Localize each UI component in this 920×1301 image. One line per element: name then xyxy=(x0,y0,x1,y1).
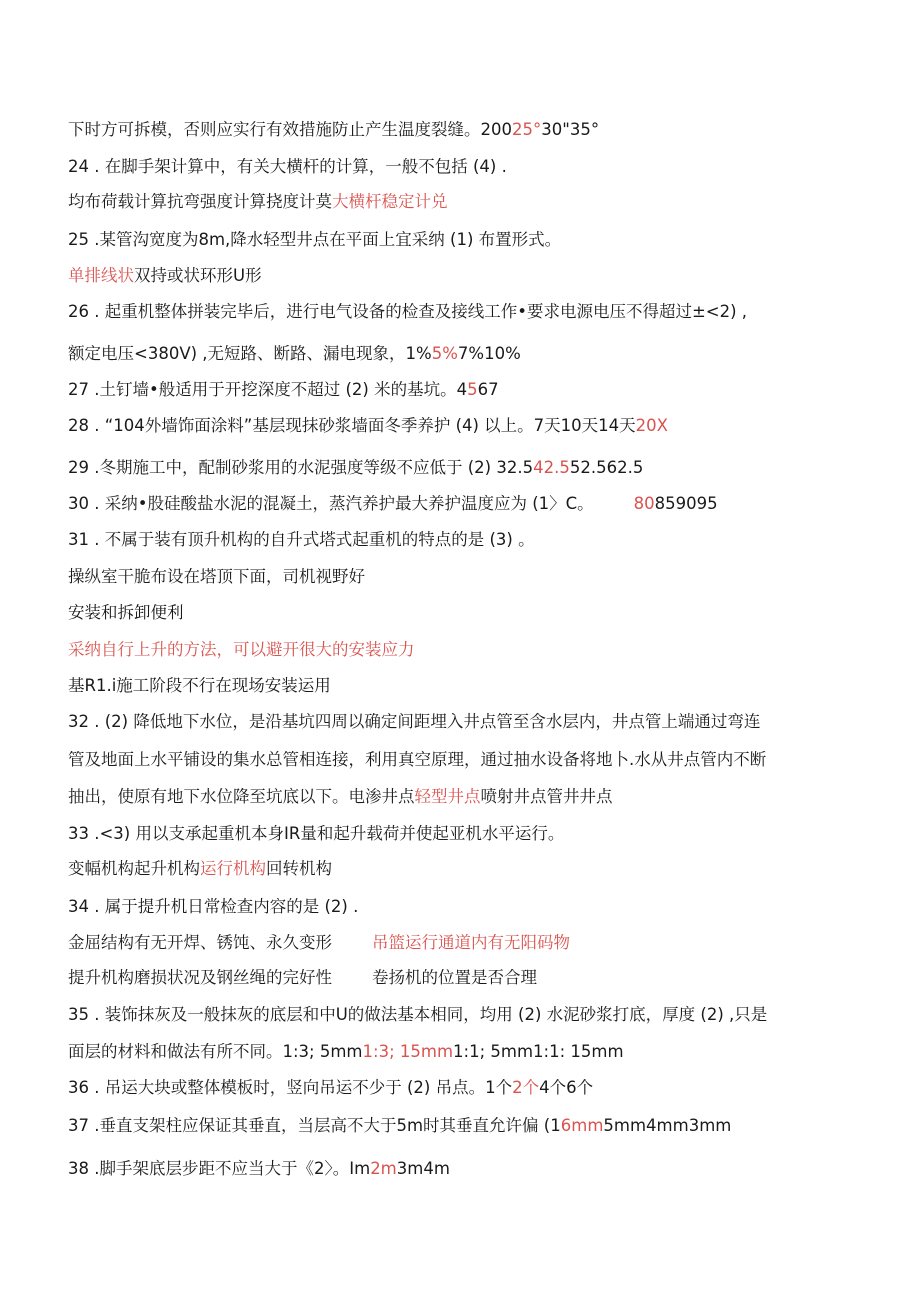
text-line xyxy=(68,414,860,438)
text-segment: 31 . 不属于装有顶升机构的自升式塔式起重机的特点的是 (3) 。 xyxy=(68,530,535,549)
answer-highlight: 单排线状 xyxy=(68,266,134,285)
text-segment: 37 .垂直支架柱应保证其垂直，当层高不大于5m时其垂直允许偏 (1 xyxy=(68,1116,561,1135)
answer-highlight: 5% xyxy=(431,344,458,363)
text-line xyxy=(68,1114,860,1138)
text-segment: 859095 xyxy=(654,494,718,513)
text-segment: 回转机构 xyxy=(266,859,332,878)
answer-highlight: 运行机构 xyxy=(200,859,266,878)
text-segment: 27 .土钉墙•般适用于开挖深度不超过 (2) 米的基坑。4 xyxy=(68,380,468,399)
text-line xyxy=(68,822,860,846)
text-segment: 卷扬机的位置是否合理 xyxy=(372,968,537,987)
answer-highlight: 吊篮运行通道内有无阳码物 xyxy=(372,933,570,952)
text-line xyxy=(68,966,860,990)
answer-highlight: 25° xyxy=(512,120,542,139)
answer-highlight: 80 xyxy=(633,494,655,513)
answer-highlight: 轻型井点 xyxy=(414,787,481,806)
text-segment: 管及地面上水平铺设的集水总管相连接，利用真空原理，通过抽水设备将地卜.水从井点管内不断 xyxy=(68,750,767,769)
text-line xyxy=(68,895,860,919)
answer-highlight: 大横杆稳定计兑 xyxy=(332,192,448,211)
text-segment: 29 .冬期施工中，配制砂浆用的水泥强度等级不应低于 (2) 32.5 xyxy=(68,458,534,477)
text-segment: 抽出，使原有地下水位降至坑底以下。电渗井点 xyxy=(68,787,415,806)
text-segment: 金屈结构有无开焊、锈饨、永久变形 xyxy=(68,933,332,952)
text-line xyxy=(68,118,860,142)
text-segment: 喷射井点管井井点 xyxy=(480,787,613,806)
text-segment: 30 . 采纳•股硅酸盐水泥的混凝土，蒸汽养护最大养护温度应为 (1〉C。 xyxy=(68,494,594,513)
text-line xyxy=(68,674,860,698)
text-segment: 38 .脚手架底层步距不应当大于《2〉。Im xyxy=(68,1159,371,1178)
text-segment: 操纵室干脆布设在塔顶下面，司机视野好 xyxy=(68,567,365,586)
text-segment: 4个6个 xyxy=(539,1078,594,1097)
text-segment: 提升机构磨损状况及钢丝绳的完好性 xyxy=(68,968,332,987)
text-segment: 下时方可拆模，否则应实行有效措施防止产生温度裂缝。200 xyxy=(68,120,512,139)
text-line xyxy=(68,190,860,214)
text-line xyxy=(68,228,860,252)
text-line xyxy=(68,748,860,772)
text-segment: 安装和拆卸便利 xyxy=(68,603,184,622)
text-segment: 额定电压<380V) ,无短路、断路、漏电现象，1% xyxy=(68,344,432,363)
text-segment: 面层的材料和做法有所不同。1:3; 5mm xyxy=(68,1042,363,1061)
text-line xyxy=(68,378,860,402)
text-segment: 变幅机构起升机构 xyxy=(68,859,200,878)
text-segment: 均布荷载计算抗弯强度计算挠度计莫 xyxy=(68,192,332,211)
text-segment: 25 .某管沟宽度为8m,降水轻型井点在平面上宜采纳 (1) 布置形式。 xyxy=(68,230,562,249)
text-segment: 32 . (2) 降低地下水位，是沿基坑四周以确定间距埋入井点管至含水层内，井点管上端通过弯连 xyxy=(68,712,761,731)
text-line xyxy=(68,155,860,179)
text-line xyxy=(68,931,860,955)
text-segment: 52.562.5 xyxy=(569,458,644,477)
text-line xyxy=(68,342,860,366)
text-segment: 36 . 吊运大块或整体模板时，竖向吊运不少于 (2) 吊点。1个 xyxy=(68,1078,513,1097)
text-segment: 双持或状环形U形 xyxy=(134,266,262,285)
text-segment: 3m4m xyxy=(396,1159,450,1178)
text-line xyxy=(68,565,860,589)
text-line xyxy=(68,638,860,662)
answer-highlight: 20X xyxy=(635,416,668,435)
text-segment: 35 . 装饰抹灰及一般抹灰的底层和中U的做法基本相同，均用 (2) 水泥砂浆打底，厚度 (2) ,只是 xyxy=(68,1005,768,1024)
text-line xyxy=(68,857,860,881)
text-line xyxy=(68,300,860,324)
text-segment: 7%10% xyxy=(457,344,521,363)
answer-highlight: 5 xyxy=(467,380,478,399)
text-line xyxy=(68,492,860,516)
text-line xyxy=(68,1040,860,1064)
text-line xyxy=(68,1003,860,1027)
text-segment: 34 . 属于提升机日常检查内容的是 (2) . xyxy=(68,897,359,916)
text-segment: 26 . 起重机整体拼装完毕后，进行电气设备的检查及接线工作•要求电源电压不得超过±<2) , xyxy=(68,302,748,321)
answer-highlight: 2m xyxy=(370,1159,397,1178)
answer-highlight: 1:3; 15mm xyxy=(362,1042,454,1061)
text-line xyxy=(68,1076,860,1100)
text-line xyxy=(68,456,860,480)
answer-highlight: 采纳自行上升的方法，可以避开很大的安装应力 xyxy=(68,640,415,659)
text-segment: 1:1; 5mm1:1: 15mm xyxy=(453,1042,624,1061)
text-segment: 28 . “104外墙饰面涂料”基层现抹砂浆墙面冬季养护 (4) 以上。7天10天14天 xyxy=(68,416,636,435)
text-line xyxy=(68,601,860,625)
text-segment: 5mm4mm3mm xyxy=(603,1116,732,1135)
answer-highlight: 6mm xyxy=(560,1116,604,1135)
text-segment: 33 .<3) 用以支承起重机本身IR量和起升载荷并使起亚机水平运行。 xyxy=(68,824,565,843)
text-line xyxy=(68,710,860,734)
text-segment: 30"35° xyxy=(541,120,600,139)
text-line xyxy=(68,785,860,809)
text-segment: 基R1.i施工阶段不行在现场安装运用 xyxy=(68,676,331,695)
text-line xyxy=(68,528,860,552)
answer-highlight: 2个 xyxy=(512,1078,540,1097)
text-line xyxy=(68,1157,860,1181)
text-segment: 67 xyxy=(477,380,499,399)
text-segment: 24 . 在脚手架计算中，有关大横杆的计算，一般不包括 (4) . xyxy=(68,157,507,176)
answer-highlight: 42.5 xyxy=(533,458,570,477)
text-line xyxy=(68,264,860,288)
